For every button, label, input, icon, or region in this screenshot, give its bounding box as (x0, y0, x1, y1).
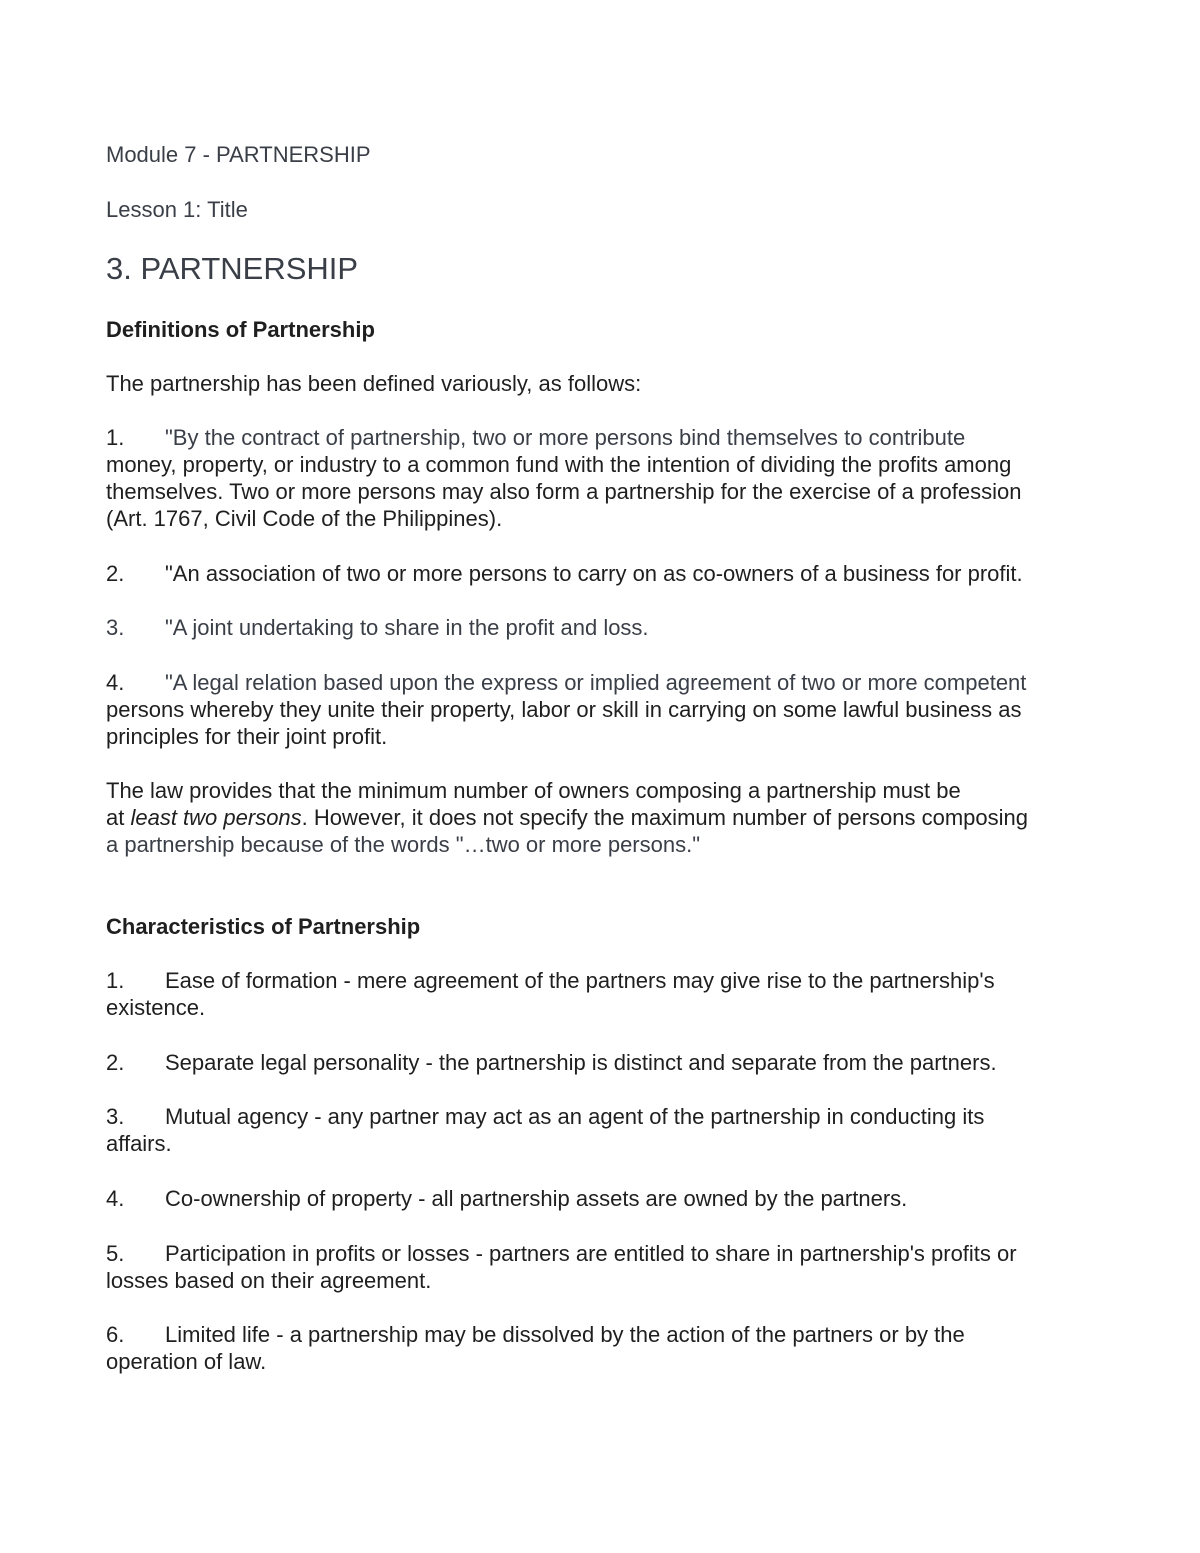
characteristic-2-number: 2. (106, 1050, 125, 1075)
definition-1-text-1: "By the contract of partnership, two or more persons bind themselves to contribute (165, 425, 966, 450)
law-paragraph-emphasis: least two persons (130, 805, 302, 830)
definition-1-line-4: (Art. 1767, Civil Code of the Philippines). (106, 506, 503, 531)
lesson-title: Lesson 1: Title (106, 197, 248, 222)
characteristic-1-number: 1. (106, 968, 125, 993)
law-paragraph-line-2-pre: at (106, 805, 131, 830)
characteristic-5-line-1 (106, 1240, 1017, 1267)
characteristic-4-line-1 (106, 1185, 907, 1212)
characteristic-1-line-2: existence. (106, 995, 206, 1020)
characteristic-6-line-1 (106, 1321, 965, 1348)
definition-2-number: 2. (106, 561, 125, 586)
definition-1-line-1 (106, 424, 965, 451)
definition-3-number: 3. (106, 615, 125, 640)
characteristic-3-line-2: affairs. (106, 1131, 172, 1156)
characteristic-5-text-1: Participation in profits or losses - partners are entitled to share in partnership's profits or (165, 1241, 1017, 1266)
characteristic-2-line-1 (106, 1049, 997, 1076)
definition-4-line-2: persons whereby they unite their property, labor or skill in carrying on some lawful business as (106, 697, 1022, 722)
characteristic-6-number: 6. (106, 1322, 125, 1347)
definition-1-line-2: money, property, or industry to a common fund with the intention of dividing the profits among (106, 452, 1012, 477)
definition-3-line-1 (106, 614, 649, 641)
definition-4-number: 4. (106, 670, 125, 695)
definitions-intro: The partnership has been defined variously, as follows: (106, 371, 642, 396)
law-paragraph-line-2-post: . However, it does not specify the maximum number of persons composing (301, 805, 1029, 830)
characteristic-3-line-1 (106, 1103, 984, 1130)
characteristic-6-text-1: Limited life - a partnership may be dissolved by the action of the partners or by the (165, 1322, 965, 1347)
characteristic-3-number: 3. (106, 1104, 125, 1129)
characteristic-3-text-1: Mutual agency - any partner may act as an agent of the partnership in conducting its (165, 1104, 985, 1129)
characteristic-1-text-1: Ease of formation - mere agreement of the partners may give rise to the partnership's (165, 968, 995, 993)
law-paragraph-line-3: a partnership because of the words "…two or more persons." (106, 832, 701, 857)
section-heading: 3. PARTNERSHIP (106, 251, 359, 286)
characteristics-heading: Characteristics of Partnership (106, 914, 421, 939)
definition-1-number: 1. (106, 425, 125, 450)
definition-1-line-3: themselves. Two or more persons may also form a partnership for the exercise of a profession (106, 479, 1022, 504)
definitions-heading: Definitions of Partnership (106, 317, 375, 342)
law-paragraph-line-2 (106, 804, 1028, 831)
characteristic-6-line-2: operation of law. (106, 1349, 267, 1374)
characteristic-5-line-2: losses based on their agreement. (106, 1268, 432, 1293)
characteristic-4-number: 4. (106, 1186, 125, 1211)
definition-4-text-1: "A legal relation based upon the express or implied agreement of two or more competent (165, 670, 1027, 695)
definition-4-line-1 (106, 669, 1026, 696)
characteristic-4-text-1: Co-ownership of property - all partnership assets are owned by the partners. (165, 1186, 908, 1211)
law-paragraph-line-1: The law provides that the minimum number of owners composing a partnership must be (106, 778, 961, 803)
module-title: Module 7 - PARTNERSHIP (106, 142, 371, 167)
characteristic-5-number: 5. (106, 1241, 125, 1266)
definition-4-line-3: principles for their joint profit. (106, 724, 388, 749)
characteristic-2-text-1: Separate legal personality - the partnership is distinct and separate from the partners. (165, 1050, 997, 1075)
characteristic-1-line-1 (106, 967, 995, 994)
definition-3-text-1: "A joint undertaking to share in the profit and loss. (165, 615, 649, 640)
definition-2-line-1 (106, 560, 1023, 587)
definition-2-text-1: "An association of two or more persons to carry on as co-owners of a business for profit. (165, 561, 1023, 586)
